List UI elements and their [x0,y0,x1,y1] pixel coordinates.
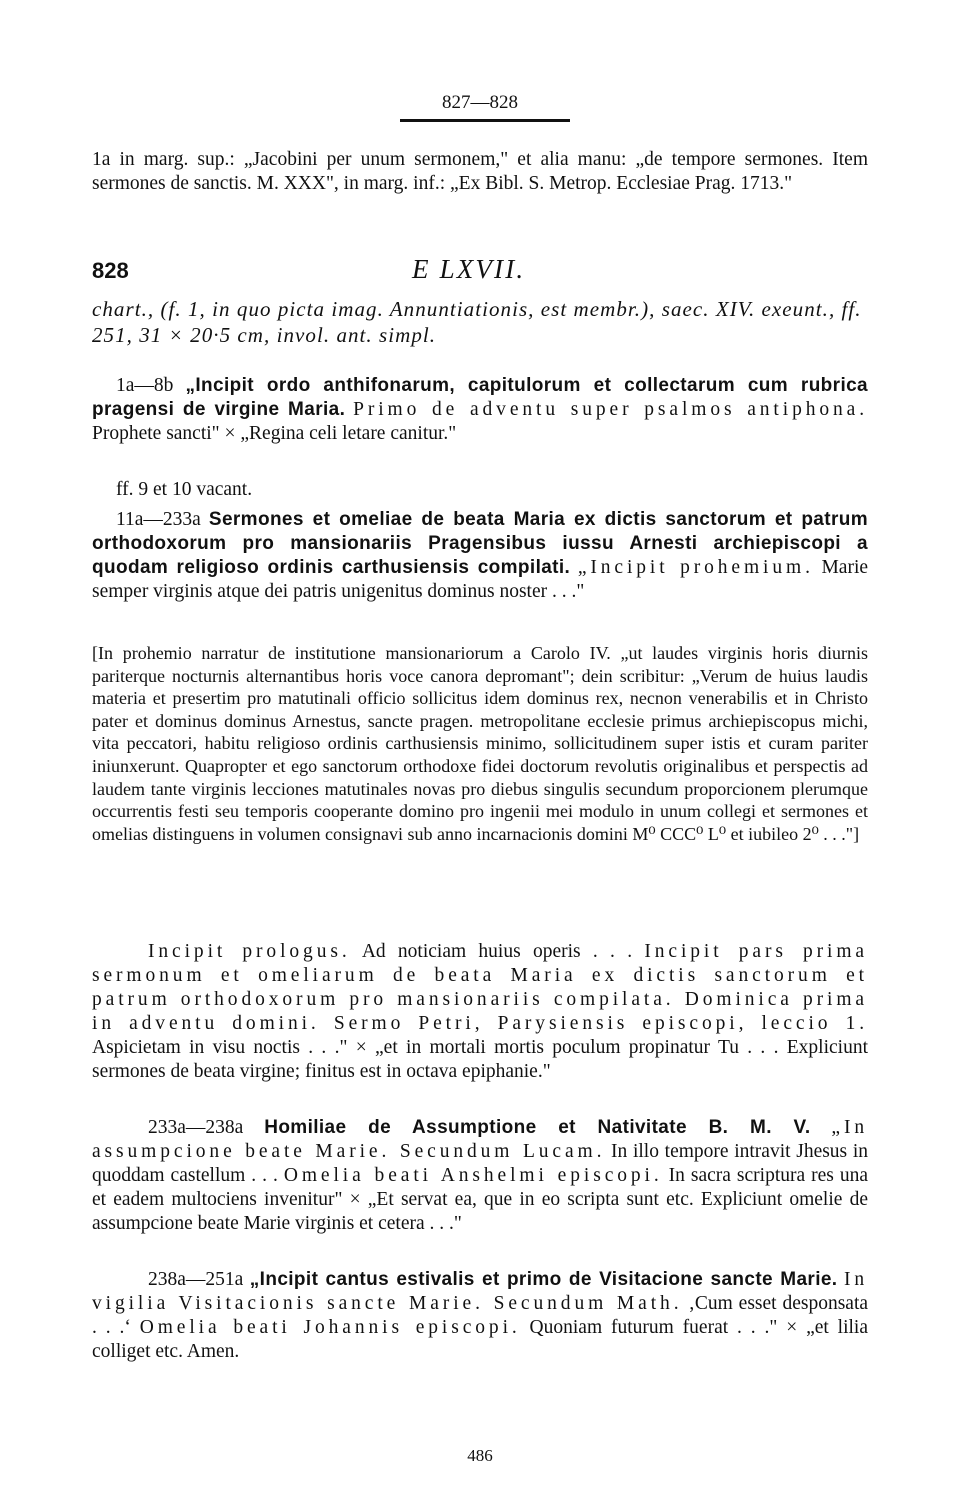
page-number: 486 [467,1446,493,1465]
item-3-text-1: In illo tempore intravit Jhesus in quoddam castellum . . . [92,1141,868,1186]
item-2 [92,508,868,604]
item-2-ref: 11a—233a [116,509,201,530]
item-4 [92,1268,868,1364]
item-3-spaced-2: Omelia beati Anshelmi episcopi. [283,1165,663,1186]
item-2-title: Sermones et omeliae de beata Maria ex dictis sanctorum et patrum orthodoxorum pro mansionariis Pragensibus iussu Arnesti archiepiscopi a quodam religioso ordinis carthusiensis compilati. [92,509,868,578]
entry-description: chart., (f. 1, in quo picta imag. Annuntiationis, est membr.), saec. XIV. exeunt., ff. 251, 31 × 20·5 cm, invol. ant. simpl. [92,297,862,347]
item-1-rest: Prophete sancti" × „Regina celi letare canitur." [92,423,457,444]
item-1-title: „Incipit ordo anthifonarum, capitulorum et collectarum cum rubrica pragensi de virgine Maria. [92,375,868,420]
item-2-rest: Marie semper virginis atque dei patris unigenitus dominus noster . . ." [92,557,869,602]
item-4-text-2: Quoniam futurum fuerat . . ." × „et lilia colliget etc. Amen. [92,1317,869,1362]
prologue-spaced-1: Incipit prologus. [148,941,351,962]
header-rule [400,119,570,122]
item-3-title: Homiliae de Assumptione et Nativitate B. M. V. [264,1117,811,1138]
prologue-text-2: Aspicietam in visu noctis . . ." × „et in mortali mortis poculum propinatur Tu . . . Expliciunt sermones de beata virgine; finitus est in octava epiphanie." [92,1037,868,1082]
prologue [92,940,868,1084]
entry-signature: E LXVII. [412,254,526,284]
item-4-text-1: ‚Cum esset desponsata . . .‘ [92,1293,869,1338]
item-4-ref: 238a—251a [148,1269,244,1290]
prologue-spaced-2: Incipit pars prima sermonum et omeliarum de beata Maria ex dictis sanctorum et patrum orthodoxorum pro mansionariis compilata. Dominica prima in adventu domini. Sermo Petri, Parysiensis episcopi, leccio 1. [92,941,868,1034]
item-3-spaced-1: „In assumpcione beate Marie. Secundum Lucam. [92,1117,869,1162]
item-1-ref: 1a—8b [116,375,174,396]
item-1 [92,374,868,446]
item-3-ref: 233a—238a [148,1117,244,1138]
prologue-text-1: Ad noticiam huius operis . . . [361,941,633,962]
prohemium-note: [In prohemio narratur de institutione mansionariorum a Carolo IV. „ut laudes virginis horis diurnis pariterque nocturnis alternantibus horis voce canora depromant"; dein scribitur: „Verum de huius laudis materia et presertim pro matutinali officio sollicitus idem dominus rex, necnon venerabilis et in Christo pater et dominus dominus Arnestus, sancte pragen. metropolitane ecclesie primus archiepiscopus michi, vita peccatori, habitu religioso ordinis carthusiensis minimo, sollicitudinem super istis et curam pariter iniunxerunt. Quapropter et ego sanctorum orthodoxe fidei doctorum revolutis originalibus et perspectis ad laudem tante virginis lecciones matutinales novas pro diebus singulis secundum proporcionem plerumque occurrentis festi seu temporis cooperante domino pro ingenii mei modulo in unum collegi et sermones et omelias distinguens in volumen consignavi sub anno incarnacionis domini M⁰ CCC⁰ L⁰ et iubileo 2⁰ . . ."] [92,643,868,844]
item-4-spaced-2: Omelia beati Johannis episcopi. [139,1317,521,1338]
item-3-text-2: In sacra scriptura res una et eadem multociens invenitur" × „Et servat ea, que in eo scripta sunt etc. Expliciunt omelie de assumpcione beate Marie virginis et cetera . . ." [92,1165,869,1234]
item-1-spaced: Primo de adventu super psalmos antiphona. [353,399,868,420]
item-2-spaced: „Incipit prohemium. [577,557,814,578]
vacant-note: ff. 9 et 10 vacant. [116,479,253,500]
running-header: 827—828 [442,92,518,113]
entry-827-tail: 1a in marg. sup.: „Jacobini per unum sermonem," et alia manu: „de tempore sermones. Item sermones de sanctis. M. XXX", in marg. inf.: „Ex Bibl. S. Metrop. Ecclesiae Prag. 1713." [92,149,868,194]
item-4-title: „Incipit cantus estivalis et primo de Visitacione sancte Marie. [249,1269,838,1290]
entry-number: 828 [92,258,129,283]
item-3 [92,1116,868,1236]
item-4-spaced-1: In vigilia Visitacionis sancte Marie. Secundum Math. [92,1269,868,1314]
